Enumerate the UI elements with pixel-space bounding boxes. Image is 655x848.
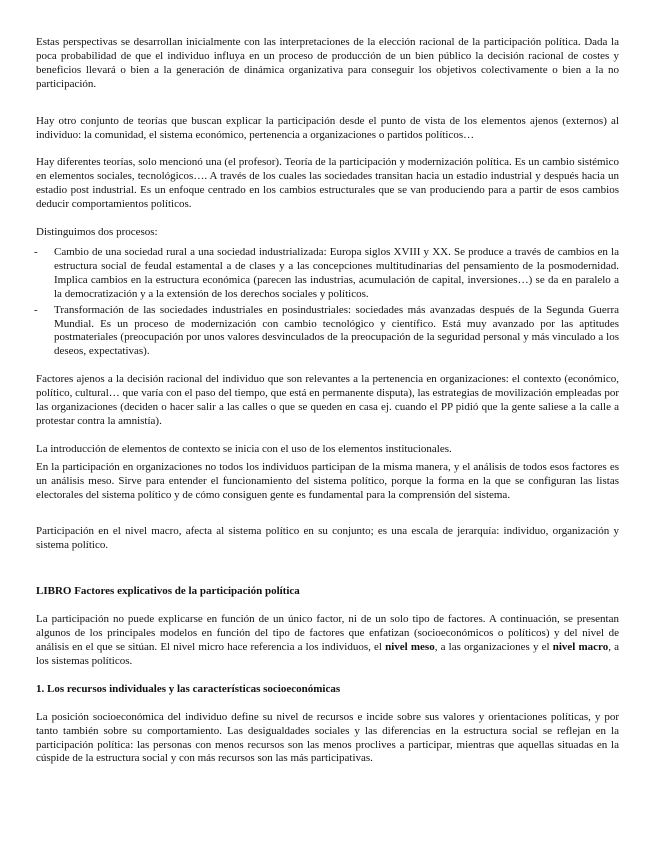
paragraph-macro-level: Participación en el nivel macro, afecta al sistema político en su conjunto; es una escala de jerarquía: individuo, organización y sistema político. [36,525,619,552]
list-item-text: Transformación de las sociedades industriales en posindustriales: sociedades más avanzadas después de la Segunda Guerra Mundial. Es un proceso de modernización con cambio tecnológico y científico. Está muy avanzado por las aptitudes postmateriales (preocupación por unos valores desvinculados de la preocupación de la seguridad personal y más vinculado a los deseos, expectativas). [54,303,619,358]
paragraph-rational-choice: Estas perspectivas se desarrollan inicialmente con las interpretaciones de la elección racional de la participación política. Dada la poca probabilidad de que el individuo influya en un proceso de producción de un bien público la decisión racional de costes y beneficios llevará o bien a la generación de dinámica organizativa para conseguir los objetivos colectivamente o bien a la no participación. [36,36,619,90]
book-heading: LIBRO Factores explicativos de la participación política [36,585,300,598]
paragraph-two-processes: Distinguimos dos procesos: [36,226,158,239]
list-item-text: Cambio de una sociedad rural a una sociedad industrializada: Europa siglos XVIII y XX. Se produce a través de cambios en la estructura social de feudal estamental a de clases y a las concepciones multitudinarias del pensamiento de la posmodernidad. Implica cambios en la estructura económica (parecen las industrias, acumulación de capital, inversiones…) se da en paralelo a la democratización y a la extensión de los derechos sociales y políticos. [54,245,619,300]
paragraph-external-factors: Factores ajenos a la decisión racional del individuo que son relevantes a la pertenencia en organizaciones: el contexto (económico, político, cultural… que varía con el paso del tiempo, que está en permanente disputa), las estrategias de movilización empleadas por las organizaciones (deciden o hacer salir a las calles o que se queden en casa ej. cuando el PP pidió que la gente saliese a la calle a protestar contra la amnistía). [36,373,619,427]
intro-text-3: , a los sistemas políticos. [36,641,619,667]
intro-bold-meso: nivel meso [385,641,435,653]
intro-bold-macro: nivel macro [552,641,609,653]
paragraph-meso-analysis: En la participación en organizaciones no todos los individuos participan de la misma manera, y el análisis de todos esos factores es un análisis meso. Sirve para entender el funcionamiento del sistema político, porque la forma en la que se configuran las listas electorales del sistema político y de cómo consiguen gente es fundamental para la comprensión del sistema. [36,460,619,501]
intro-text-1: La participación no puede explicarse en función de un único factor, ni de un solo tipo de factores. A continuación, se presentan algunos de los principales modelos en función del tipo de factores que enfatizan (socioeconómicos o políticos) y del nivel de análisis en el que se sitúan. El nivel micro hace referencia a los individuos, el [36,613,619,653]
process-list [36,246,619,359]
paragraph-external-theories: Hay otro conjunto de teorías que buscan explicar la participación desde el punto de vista de los elementos ajenos (externos) al individuo: la comunidad, el sistema económico, pertenencia a organizaciones o partidos políticos… [36,114,619,141]
dash-bullet: - [34,303,38,316]
dash-bullet: - [34,245,38,258]
paragraph-modernization-theory: Hay diferentes teorías, solo mencionó una (el profesor). Teoría de la participación y modernización política. Es un cambio sistémico en elementos sociales, tecnológicos…. A través de los cuales las sociedades transitan hacia un estadio industrial y después hacia un estadio post industrial. Es un enfoque centrado en los cambios estructurales que se van produciendo para a partir de esos cambios deducir comportamientos políticos. [36,156,619,211]
paragraph-book-intro [36,613,619,669]
section1-heading: 1. Los recursos individuales y las características socioeconómicas [36,682,341,695]
list-item [36,304,619,360]
paragraph-section1: La posición socioeconómica del individuo define su nivel de recursos e incide sobre sus valores y orientaciones políticas, y por tanto también sobre su comportamiento. Las desigualdades sociales y las diferencias en la estructura social se reflejan en la participación política: las personas con menos recursos son las menos proclives a participar, mientras que aquellas situadas en la cúspide de la estructura social y con más recursos son las más participativas. [36,710,619,765]
list-item [36,246,619,302]
intro-text-2: , a las organizaciones y el [434,641,553,653]
paragraph-institutional-elements: La introducción de elementos de contexto se inicia con el uso de los elementos institucionales. [36,442,452,455]
